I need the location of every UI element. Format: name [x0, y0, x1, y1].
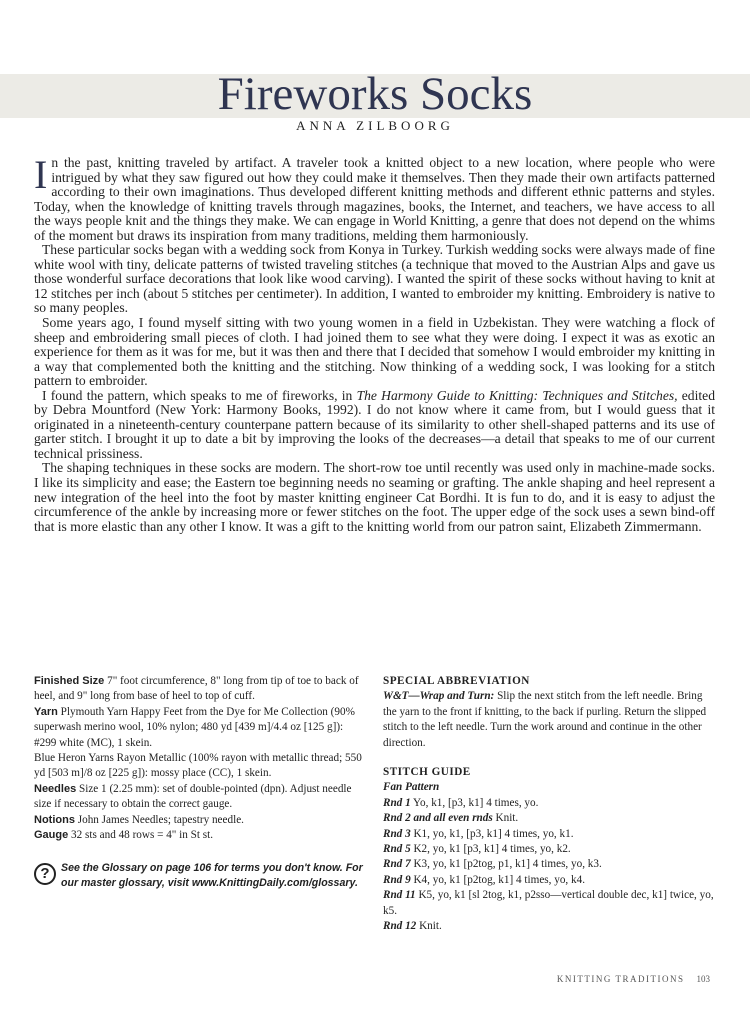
pattern-column: [383, 674, 717, 935]
question-icon: ?: [34, 863, 56, 885]
round-12: Rnd 12 Knit.: [383, 920, 442, 933]
round-2: Rnd 2 and all even rnds Knit.: [383, 812, 519, 825]
author-byline: ANNA ZILBOORG: [296, 118, 454, 133]
abbreviation-entry: W&T—Wrap and Turn: Slip the next stitch from the left needle. Bring the yarn to the front if knitting, to the back if purling. Return the slipped stitch to the left needle. Turn the work around and continue in the other direction.: [383, 690, 707, 749]
abbreviation-heading: SPECIAL ABBREVIATION: [383, 675, 530, 687]
page-footer: [557, 974, 710, 984]
yarn-2: Blue Heron Yarns Rayon Metallic (100% rayon with metallic thread; 550 yd [503 m]/8 oz [225 g]): mossy place (CC), 1 skein.: [34, 752, 362, 780]
round-9: Rnd 9 K4, yo, k1 [p2tog, k1] 4 times, yo, k4.: [383, 873, 586, 886]
round-7: Rnd 7 K3, yo, k1 [p2tog, p1, k1] 4 times, yo, k3.: [383, 858, 602, 871]
specs-column: [34, 674, 364, 843]
paragraph-2: These particular socks began with a wedding sock from Konya in Turkey. Turkish wedding socks were always made of fine white wool with tiny, delicate patterns of twisted traveling stitches (a technique that moved to the Austrian Alps and gave us those wonderful surface decorations that look like wood carving). I wanted the spirit of these socks without having to knit at 12 stitches per inch (about 5 stitches per centimeter). In addition, I wanted to embroider my knitting. Embroidery is native to so many peoples.: [34, 242, 715, 316]
needles: Needles Size 1 (2.25 mm): set of double-pointed (dpn). Adjust needle size if necessary to obtain the correct gauge.: [34, 782, 352, 811]
notions: Notions John James Needles; tapestry needle.: [34, 813, 244, 826]
paragraph-4: I found the pattern, which speaks to me of fireworks, in The Harmony Guide to Knitting: Techniques and Stitches, edited by Debra Mountford (New York: Harmony Books, 1992). I do not know where it came from, but I would guess that it originated in a nineteenth-century counterpane pattern because of its similarity to other shell-shaped patterns and its use of garter stitch. I brought it up to date a bit by improving the looks of the decreases—a detail that speaks to me of our current technical prissiness.: [34, 387, 715, 461]
running-title: KNITTING TRADITIONS: [556, 974, 685, 984]
gauge: Gauge 32 sts and 48 rows = 4" in St st.: [34, 829, 214, 842]
round-5: Rnd 5 K2, yo, k1 [p3, k1] 4 times, yo, k2.: [383, 843, 571, 856]
article-body: [34, 152, 715, 534]
finished-size: Finished Size 7" foot circumference, 8" long from tip of toe to back of heel, and 9" long from base of heel to top of cuff.: [34, 675, 359, 703]
yarn: Yarn Plymouth Yarn Happy Feet from the Dye for Me Collection (90% superwash merino wool, 10% nylon; 480 yd [439 m]/4.4 oz [125 g]): #299 white (MC), 1 skein.: [34, 705, 355, 749]
book-title: The Harmony Guide to Knitting: Techniques and Stitches,: [356, 387, 678, 403]
drop-cap: I: [34, 152, 48, 197]
round-1: Rnd 1 Yo, k1, [p3, k1] 4 times, yo.: [383, 796, 539, 809]
stitch-guide-heading: STITCH GUIDE: [383, 766, 471, 779]
pattern-name: Fan Pattern: [383, 781, 440, 794]
page-number: 103: [696, 974, 710, 984]
paragraph-1: In the past, knitting traveled by artifact. A traveler took a knitted object to a new location, where people who were intrigued by what they saw figured out how they could make it themselves. Then they made their own artifacts patterned according to their own imaginations. Thus developed different knitting methods and different ethnic patterns and styles. Today, when the knowledge of knitting travels through magazines, books, the Internet, and teachers, we have access to all the ways people knit and the things they make. We can engage in World Knitting, a genre that does not depend on the whims of the moment but draws its inspiration from many traditions, melding them harmoniously.: [34, 152, 715, 243]
page-title: Fireworks Socks: [217, 68, 533, 120]
paragraph-3: Some years ago, I found myself sitting with two young women in a field in Uzbekistan. They were watching a flock of sheep and embroidering small pieces of cloth. I had joined them to see what they were doing. I expect it was as exotic an experience for them as it was for me, but it was then and there that I decided that somehow I would embroider my knitting in a way that complemented both the knitting and the stitching. Now thinking of a wedding sock, I was looking for a stitch pattern to embroider.: [34, 315, 715, 389]
round-11: Rnd 11 K5, yo, k1 [sl 2tog, k1, p2sso—vertical double dec, k1] twice, yo, k5.: [383, 889, 714, 917]
glossary-note: [34, 861, 374, 895]
glossary-text: See the Glossary on page 106 for terms you don't know. For our master glossary, visit www.KnittingDaily.com/glossary.: [61, 862, 363, 889]
paragraph-5: The shaping techniques in these socks are modern. The short-row toe until recently was used only in machine-made socks. I like its simplicity and ease; the Eastern toe beginning needs no seaming or grafting. The ankle shaping and heel represent a new integration of the heel into the foot by master knitting engineer Cat Bordhi. It is fun to do, and it is easy to adjust the circumference of the ankle by increasing more or fewer stitches on the foot. The upper edge of the sock uses a sewn bind-off that is more elastic than any other I know. It was a gift to the knitting world from our patron saint, Elizabeth Zimmermann.: [34, 460, 715, 534]
round-3: Rnd 3 K1, yo, k1, [p3, k1] 4 times, yo, k1.: [383, 827, 574, 840]
